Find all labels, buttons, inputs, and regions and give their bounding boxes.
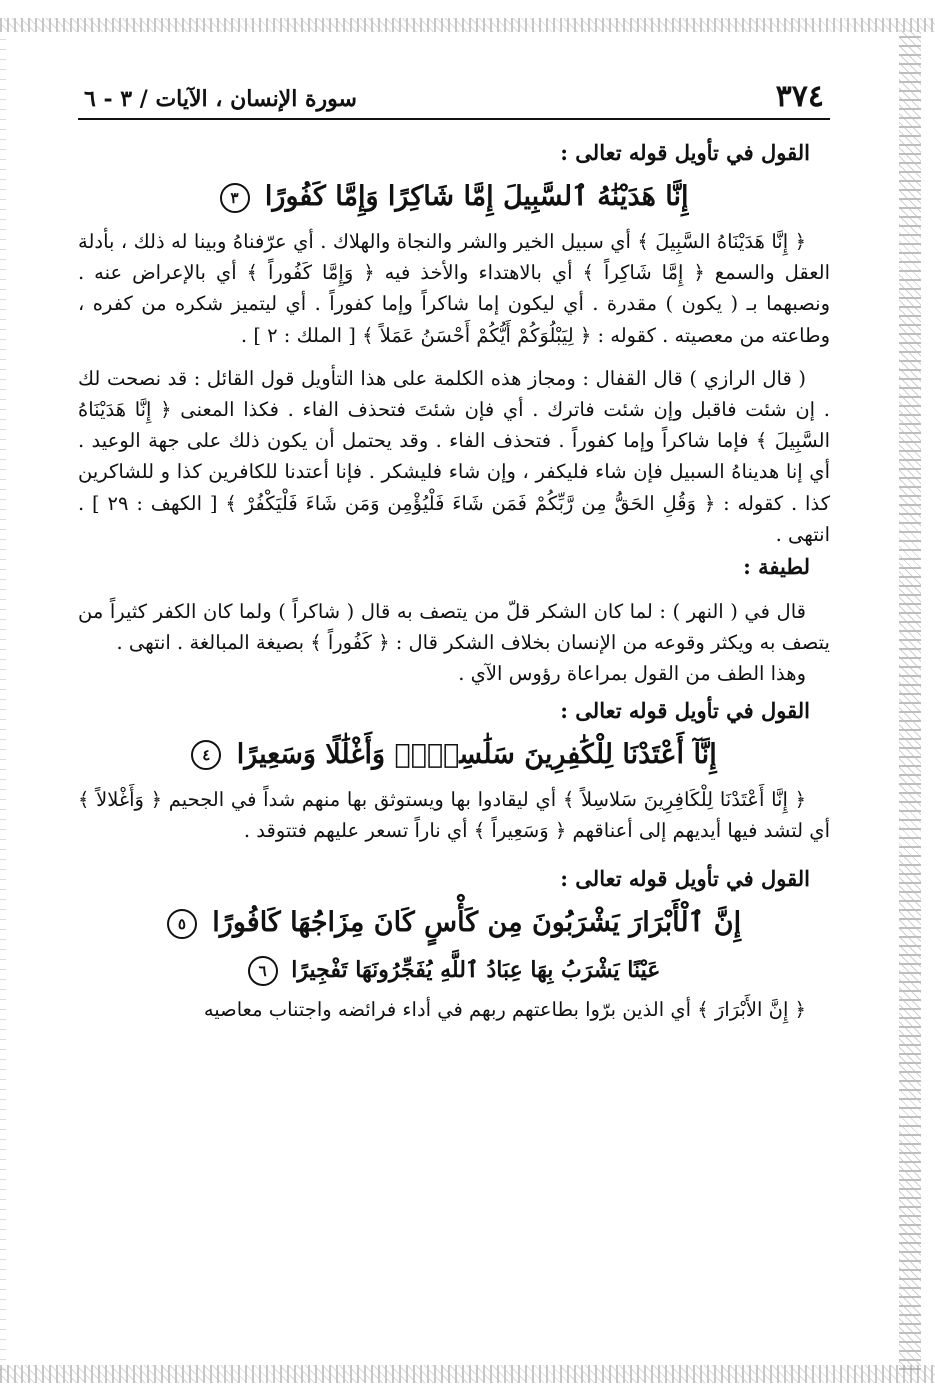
- commentary-paragraph: ﴿ إِنَّا هَدَيْنَاهُ السَّبِيلَ ﴾ أي سبيل الخير والشر والنجاة والهلاك . أي عرّفناهُ وبينا له ذلك ، بأدلة العقل والسمع ﴿ إِمَّا شَاكِراً ﴾ أي بالاهتداء والأخذ فيه ﴿ وَإِمَّا كَفُوراً ﴾ أي بالإعراض عنه . ونصبهما بـ ( يكون ) مقدرة . أي ليكون إما شاكراً وإما كفوراً . أي ليتميز شكره من كفره ، وطاعته من معصيته . كقوله : ﴿ لِيَبْلُوَكُمْ أَيُّكُمْ أَحْسَنُ عَمَلاً ﴾ [ الملك : ٢ ] .: [78, 230, 830, 347]
- section-heading-2: القول في تأويل قوله تعالى :: [560, 697, 810, 723]
- commentary-paragraph: قال في ( النهر ) : لما كان الشكر قلّ من يتصف به قال ( شاكراً ) ولما كان الكفر كثيراً من يتصف به ويكثر وقوعه من الإنسان بخلاف الشكر قال : ﴿ كَفُوراً ﴾ بصيغة المبالغة . انتهى .: [78, 600, 830, 655]
- commentary-paragraph: ( قال الرازي ) قال القفال : ومجاز هذه الكلمة على هذا التأويل قول القائل : قد نصحت لك . إن شئت فاقبل وإن شئت فاترك . أي فإن شئتَ فتحذف الفاء . فكذا المعنى ﴿ إِنَّا هَدَيْنَاهُ السَّبِيلَ ﴾ فإما شاكراً وإما كفوراً . فتحذف الفاء . وقد يحتمل أن يكون ذلك على جهة الوعيد . أي إنا هديناهُ السبيل فإن شاء فليكفر ، وإن شاء فليشكر . فإنا أعتدنا للكافرين كذا و للشاكرين كذا . كقوله : ﴿ وَقُلِ الحَقُّ مِن رَّبِّكُمْ فَمَن شَاءَ فَلْيُؤْمِن وَمَن شَاءَ فَلْيَكْفُرْ ﴾ [ الكهف : ٢٩ ] . انتهى .: [78, 366, 830, 546]
- verse-text: إِنَّا هَدَيْنَٰهُ ٱلسَّبِيلَ إِمَّا شَاكِرًا وَإِمَّا كَفُورًا: [264, 181, 689, 212]
- book-page: [78, 76, 830, 1356]
- commentary-paragraph: ﴿ إِنَّ الأَبْرَارَ ﴾ أي الذين برّوا بطاعتهم ربهم في أداء فرائضه واجتناب معاصيه: [203, 998, 806, 1022]
- right-ornamental-border: [899, 30, 921, 1370]
- section-heading-3: القول في تأويل قوله تعالى :: [560, 866, 810, 892]
- verse-text: إِنَّ ٱلْأَبْرَارَ يَشْرَبُونَ مِن كَأْسٍ كَانَ مِزَاجُهَا كَافُورًا: [212, 907, 742, 939]
- bottom-ornamental-border: [0, 1365, 935, 1383]
- page-number: ٣٧٤: [775, 79, 824, 114]
- commentary-paragraph: [78, 784, 830, 846]
- paragraph-text: ﴿ إِنَّا أَعْتَدْنَا لِلْكَافِرِينَ سَلاسِلاً ﴾ أي ليقادوا بها ويستوثق بها منهم شداً في الجحيم ﴿ وَأَغْلالاً ﴾ أي لتشد فيها أيديهم إلى أعناقهم ﴿ وَسَعِيراً ﴾ أي ناراً تسعر عليهم فتتوقد .: [78, 787, 830, 842]
- commentary-paragraph: وهذا الطف من القول بمراعاة رؤوس الآي .: [458, 662, 806, 686]
- left-border-dots: [0, 30, 6, 1370]
- ayah-number-badge: ٣: [220, 183, 250, 213]
- ayah-number-badge: ٥: [167, 909, 197, 939]
- page-header: [78, 76, 830, 120]
- quran-verse-4: [78, 732, 830, 778]
- latifa-heading: لطيفة :: [743, 554, 810, 580]
- running-title: سورة الإنسان ، الآيات / ٣ - ٦: [84, 86, 357, 112]
- section-heading-1: القول في تأويل قوله تعالى :: [560, 140, 810, 165]
- quran-verse-3: [78, 174, 830, 220]
- ayah-number-badge: ٤: [191, 740, 221, 770]
- top-ornamental-border: [0, 18, 935, 32]
- ayah-number-badge: ٦: [248, 956, 278, 986]
- quran-verse-5: [78, 900, 830, 946]
- verse-text: إِنَّآ أَعْتَدْنَا لِلْكَٰفِرِينَ سَلَٰسِلَا۟ وَأَغْلَٰلًا وَسَعِيرًا: [236, 738, 717, 770]
- quran-verse-6: [78, 952, 830, 988]
- verse-text: عَيْنًا يَشْرَبُ بِهَا عِبَادُ ٱللَّهِ يُفَجِّرُونَهَا تَفْجِيرًا: [291, 957, 661, 984]
